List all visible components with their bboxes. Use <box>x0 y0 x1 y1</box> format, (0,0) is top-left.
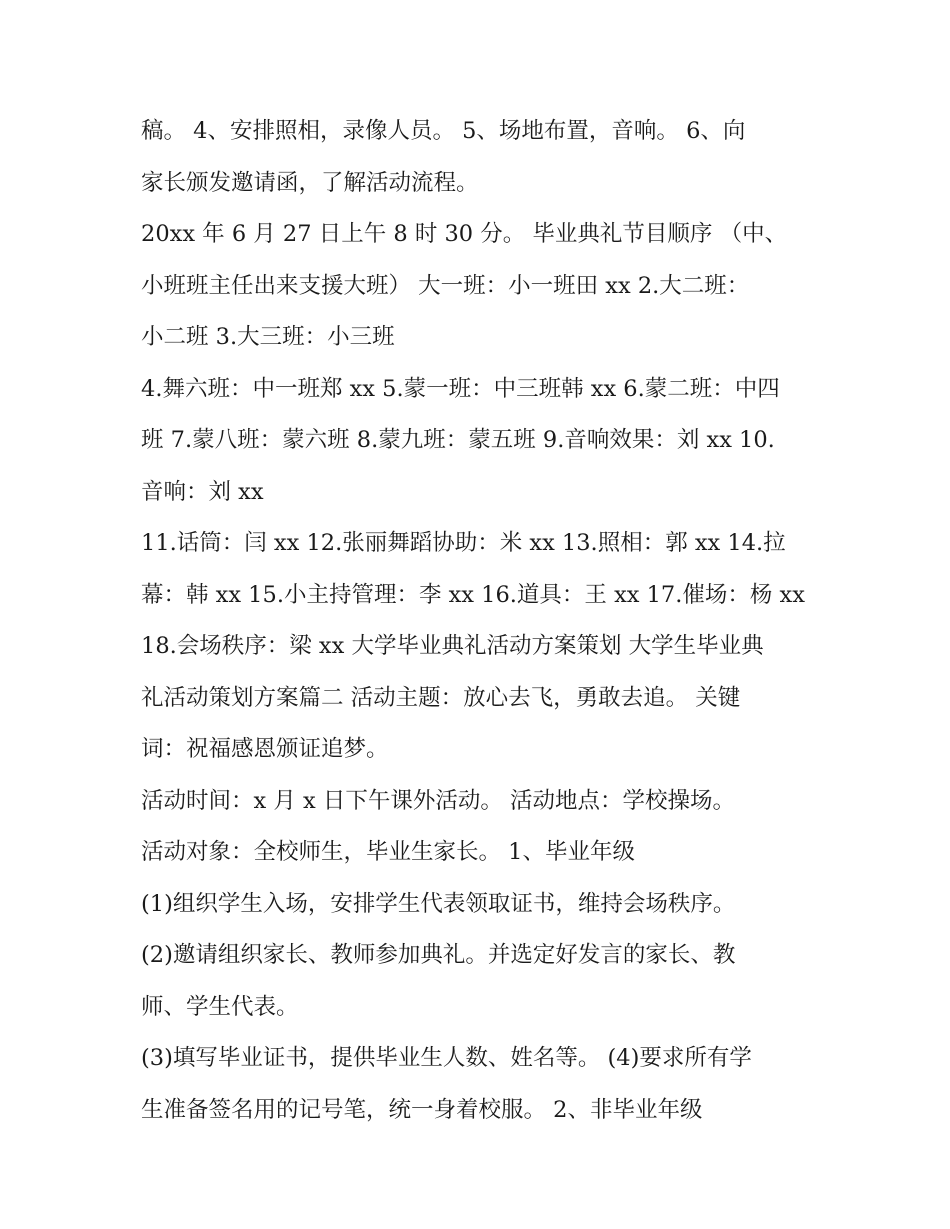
text-line: 生准备签名用的记号笔，统一身着校服。 2、非毕业年级 <box>141 1096 703 1123</box>
text-line: 班 7.蒙八班：蒙六班 8.蒙九班：蒙五班 9.音响效果：刘 xx 10. <box>141 427 775 453</box>
text-line: 音响：刘 xx <box>141 478 264 505</box>
text-line: 稿。 4、安排照相，录像人员。 5、场地布置，音响。 6、向 <box>141 118 746 144</box>
text-line: 小二班 3.大三班：小三班 <box>141 324 395 350</box>
text-line: 家长颁发邀请函，了解活动流程。 <box>141 169 479 196</box>
text-line: 4.舞六班：中一班郑 xx 5.蒙一班：中三班韩 xx 6.蒙二班：中四 <box>141 375 780 402</box>
text-line: (2)邀请组织家长、教师参加典礼。并选定好发言的家长、教 <box>141 942 736 968</box>
text-line: 礼活动策划方案篇二 活动主题：放心去飞，勇敢去追。 关键 <box>141 684 741 711</box>
text-line: 小班班主任出来支援大班） 大一班：小一班田 xx 2.大二班： <box>141 272 750 299</box>
text-line: 词：祝福感恩颁证追梦。 <box>141 736 389 762</box>
text-line: (1)组织学生入场，安排学生代表领取证书，维持会场秩序。 <box>141 890 736 917</box>
text-line: 活动对象：全校师生，毕业生家长。 1、毕业年级 <box>141 839 635 865</box>
text-line: 20xx 年 6 月 27 日上午 8 时 30 分。 毕业典礼节目顺序 （中、 <box>141 221 788 247</box>
text-line: 师、学生代表。 <box>141 993 299 1020</box>
text-line: 11.话筒：闫 xx 12.张丽舞蹈协助：米 xx 13.照相：郭 xx 14.拉 <box>141 530 786 556</box>
document-body <box>141 106 811 1136</box>
text-line: 18.会场秩序：梁 xx 大学毕业典礼活动方案策划 大学生毕业典 <box>141 633 764 659</box>
text-line: 活动时间：x 月 x 日下午课外活动。 活动地点：学校操场。 <box>141 787 735 814</box>
text-line: (3)填写毕业证书，提供毕业生人数、姓名等。 (4)要求所有学 <box>141 1045 752 1071</box>
text-line: 幕：韩 xx 15.小主持管理：李 xx 16.道具：王 xx 17.催场：杨 xx <box>141 581 805 608</box>
